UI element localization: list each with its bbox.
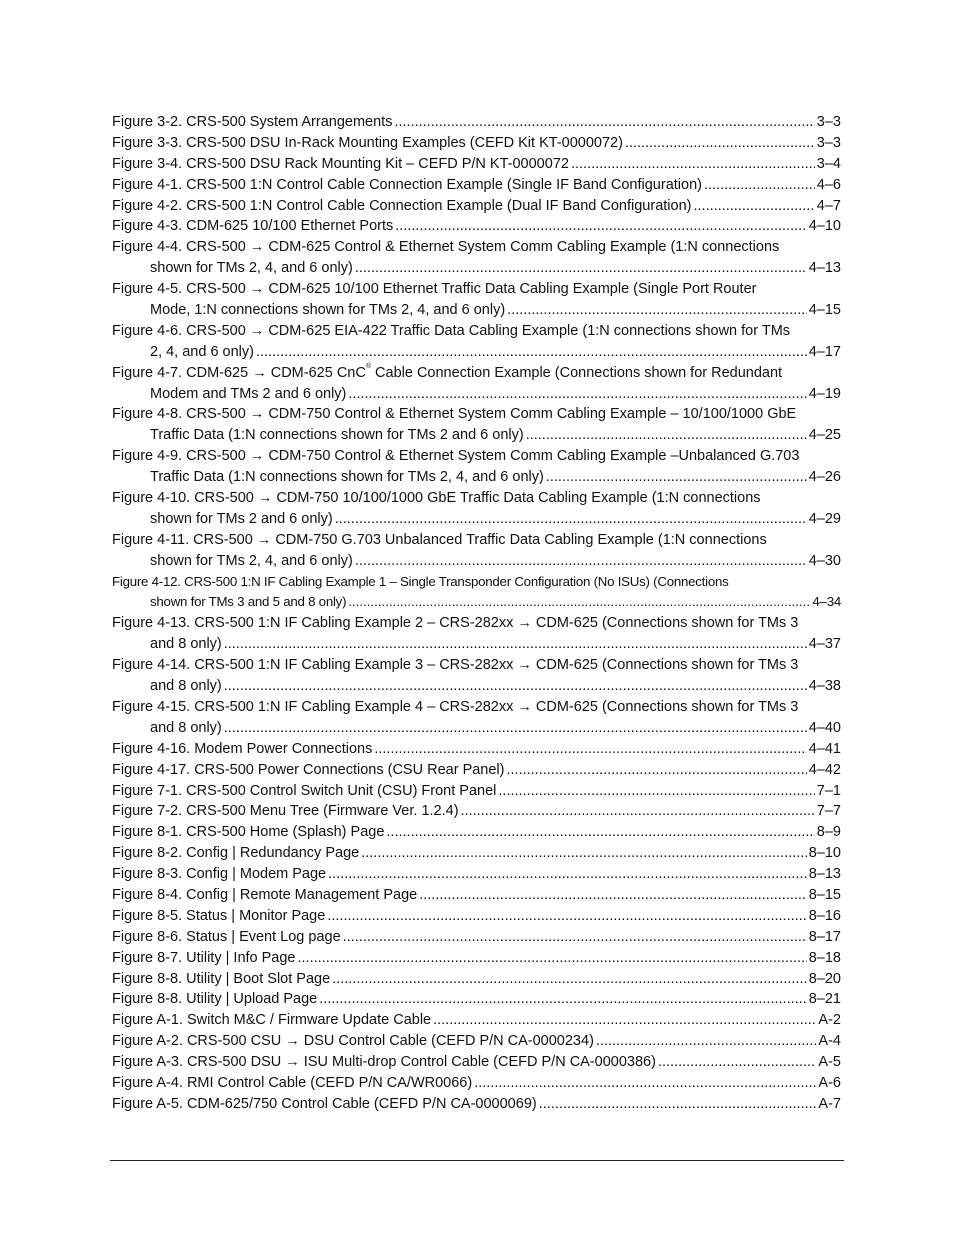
dot-leader [332, 969, 807, 990]
toc-entry-title-text: Figure 4-17. CRS-500 Power Connections (CSU Rear Panel) [112, 761, 505, 778]
toc-entry-title-continued: shown for TMs 2 and 6 only) [150, 510, 333, 527]
toc-entry-line [112, 363, 841, 384]
toc-entry-title-text: Figure 4-11. CRS-500 → CDM-750 G.703 Unbalanced Traffic Data Cabling Example (1:N connections [112, 531, 767, 548]
toc-entry[interactable] [112, 697, 841, 739]
toc-entry[interactable] [112, 906, 841, 927]
toc-entry[interactable] [112, 446, 841, 488]
page-number: 4–26 [808, 469, 841, 486]
page-number: 3–3 [816, 114, 841, 130]
toc-entry-line [112, 300, 841, 321]
toc-entry[interactable] [112, 655, 841, 697]
dot-leader [343, 927, 807, 948]
page-number: 4–15 [808, 302, 841, 319]
toc-entry[interactable] [112, 1094, 841, 1115]
registered-mark: ® [365, 362, 371, 370]
dot-leader [327, 906, 806, 927]
dot-leader [386, 822, 814, 843]
toc-entry-line [112, 509, 841, 530]
toc-entry-title [112, 989, 317, 1010]
toc-entry-line [112, 279, 841, 300]
dot-leader [355, 551, 807, 572]
toc-entry[interactable] [112, 154, 841, 175]
page-number: 7–1 [816, 782, 841, 799]
page-number: 7–7 [816, 803, 841, 820]
dot-leader [539, 1094, 817, 1115]
toc-entry-line [112, 948, 841, 969]
toc-entry[interactable] [112, 885, 841, 906]
toc-entry-title-text: Figure 3-3. CRS-500 DSU In-Rack Mounting Examples (CEFD Kit KT-0000072) [112, 134, 623, 151]
toc-entry-title-text: Figure A-5. CDM-625/750 Control Cable (CEFD P/N CA-0000069) [112, 1095, 537, 1112]
page-number: 4–25 [808, 427, 841, 444]
page-number: 3–4 [816, 155, 841, 172]
toc-entry-title [112, 885, 417, 906]
dot-leader [298, 948, 807, 969]
toc-entry[interactable] [112, 488, 841, 530]
toc-entry-line [112, 175, 841, 196]
toc-entry[interactable] [112, 1010, 841, 1031]
toc-entry[interactable] [112, 927, 841, 948]
toc-entry-line [112, 133, 841, 154]
toc-entry-title-text: Figure 4-5. CRS-500 → CDM-625 10/100 Ethernet Traffic Data Cabling Example (Single Port Router [112, 281, 757, 298]
page-number: 4–37 [808, 636, 841, 653]
toc-entry-title-text: Figure 8-6. Status | Event Log page [112, 928, 341, 945]
dot-leader [328, 864, 807, 885]
toc-entry-line [112, 801, 841, 822]
page-number: A-7 [818, 1095, 841, 1112]
toc-entry-title [112, 321, 790, 342]
footer-rule [110, 1160, 844, 1161]
toc-entry-title-text: Figure 4-6. CRS-500 → CDM-625 EIA-422 Traffic Data Cabling Example (1:N connections shown for TMs [112, 322, 791, 339]
toc-entry-line [112, 1031, 841, 1052]
toc-entry-title [112, 237, 779, 258]
toc-entry-title [112, 530, 767, 551]
toc-entry-line [112, 676, 841, 697]
toc-entry[interactable] [112, 864, 841, 885]
toc-entry-title [112, 112, 392, 133]
toc-entry-title [112, 781, 496, 802]
toc-entry-title-continued: Modem and TMs 2 and 6 only) [150, 385, 347, 402]
toc-entry-title-text: Figure 4-7. CDM-625 → CDM-625 CnC [112, 364, 366, 381]
toc-entry-line [112, 613, 841, 634]
toc-entry-line [112, 592, 841, 613]
dot-leader [419, 885, 807, 906]
toc-entry-title-text: Figure 4-14. CRS-500 1:N IF Cabling Example 3 – CRS-282xx → CDM-625 (Connections shown for TMs 3 [112, 657, 799, 674]
dot-leader [507, 300, 807, 321]
toc-entry-title [112, 760, 504, 781]
toc-entry-title-text: Figure 7-2. CRS-500 Menu Tree (Firmware Ver. 1.2.4) [112, 803, 459, 820]
toc-entry[interactable] [112, 216, 841, 237]
toc-entry-line [112, 718, 841, 739]
dot-leader [474, 1073, 816, 1094]
toc-entry-title [112, 697, 798, 718]
dot-leader [526, 425, 807, 446]
toc-entry-line [112, 906, 841, 927]
page-number: 4–41 [808, 740, 841, 757]
toc-entry[interactable] [112, 404, 841, 446]
toc-entry-line [112, 216, 841, 237]
toc-entry-title [112, 154, 569, 175]
toc-entry-line [112, 488, 841, 509]
toc-entry-title [112, 279, 756, 300]
toc-entry[interactable] [112, 822, 841, 843]
toc-entry-title [112, 175, 702, 196]
toc-entry-title [112, 404, 796, 425]
toc-entry[interactable] [112, 989, 841, 1010]
dot-leader [224, 718, 807, 739]
toc-entry-title [112, 864, 326, 885]
toc-entry-title-text: Figure 4-8. CRS-500 → CDM-750 Control & Ethernet System Comm Cabling Example – 10/100/1000 GbE [112, 406, 797, 423]
toc-entry-title [112, 196, 691, 217]
page-number: 4–10 [808, 218, 841, 235]
dot-leader [658, 1052, 816, 1073]
toc-entry-line [112, 969, 841, 990]
toc-entry-line [112, 1052, 841, 1073]
dot-leader [224, 676, 807, 697]
dot-leader [461, 801, 815, 822]
toc-entry-title [112, 613, 798, 634]
toc-entry[interactable] [112, 739, 841, 760]
toc-entry-title-continued: Traffic Data (1:N connections shown for TMs 2, 4, and 6 only) [150, 469, 544, 486]
toc-entry-title-continued: shown for TMs 2, 4, and 6 only) [150, 260, 353, 277]
toc-entry-title-text: Figure 4-15. CRS-500 1:N IF Cabling Example 4 – CRS-282xx → CDM-625 (Connections shown for TMs 3 [112, 698, 799, 715]
page-number: 3–3 [816, 134, 841, 151]
toc-entry[interactable] [112, 969, 841, 990]
toc-entry[interactable] [112, 237, 841, 279]
toc-entry-line [112, 154, 841, 175]
toc-entry-title-text: Figure 4-13. CRS-500 1:N IF Cabling Example 2 – CRS-282xx → CDM-625 (Connections shown for TMs 3 [112, 615, 799, 632]
dot-leader [335, 509, 807, 530]
toc-entry-title-text: Figure 8-1. CRS-500 Home (Splash) Page [112, 824, 385, 841]
toc-entry-line [112, 781, 841, 802]
toc-entry-line [112, 425, 841, 446]
toc-entry-title-text: Figure 8-4. Config | Remote Management Page [112, 886, 418, 903]
toc-entry-title [112, 446, 799, 467]
page-number: 4–17 [808, 343, 841, 360]
toc-entry-line [112, 321, 841, 342]
toc-entry-title-continued: shown for TMs 2, 4, and 6 only) [150, 552, 353, 569]
toc-entry[interactable] [112, 760, 841, 781]
dot-leader [355, 258, 807, 279]
page-number: 4–19 [808, 385, 841, 402]
toc-entry-title-text: Figure 4-10. CRS-500 → CDM-750 10/100/1000 GbE Traffic Data Cabling Example (1:N connections [112, 490, 761, 507]
toc-entry-line [112, 843, 841, 864]
list-of-figures [112, 112, 841, 1115]
toc-entry-line [112, 112, 841, 133]
toc-entry[interactable] [112, 530, 841, 572]
toc-entry-line [112, 551, 841, 572]
toc-entry-title-text: Figure 4-1. CRS-500 1:N Control Cable Connection Example (Single IF Band Configuration) [112, 176, 702, 193]
toc-entry-title [112, 1010, 431, 1031]
toc-entry-title-continued: 2, 4, and 6 only) [150, 343, 254, 360]
toc-entry[interactable] [112, 843, 841, 864]
toc-entry-title [112, 1052, 656, 1073]
toc-entry-line [112, 1073, 841, 1094]
page-number: 8–10 [808, 845, 841, 862]
page-number: 8–16 [808, 907, 841, 924]
toc-entry-line [112, 196, 841, 217]
toc-entry-title-text: Figure 8-8. Utility | Upload Page [112, 991, 318, 1008]
dot-leader [596, 1031, 817, 1052]
page-number: 4–40 [808, 719, 841, 736]
page-number: 4–42 [808, 761, 841, 778]
page-number: 4–29 [808, 510, 841, 527]
dot-leader [704, 175, 815, 196]
toc-entry-line [112, 655, 841, 676]
dot-leader [361, 843, 807, 864]
dot-leader [395, 216, 806, 237]
page-number: A-2 [818, 1012, 841, 1029]
page-number: 8–13 [808, 866, 841, 883]
toc-entry[interactable] [112, 175, 841, 196]
toc-entry-title-text: Figure A-3. CRS-500 DSU → ISU Multi-drop Control Cable (CEFD P/N CA-0000386) [112, 1054, 656, 1071]
toc-entry-title-text: Figure 7-1. CRS-500 Control Switch Unit (CSU) Front Panel [112, 782, 497, 799]
toc-entry-line [112, 404, 841, 425]
toc-entry-line [112, 1010, 841, 1031]
toc-entry-title-continued: and 8 only) [150, 636, 222, 653]
dot-leader [374, 739, 806, 760]
toc-entry-title-text: Figure 4-12. CRS-500 1:N IF Cabling Example 1 – Single Transponder Configuration (No ISUs) (Connections [112, 573, 729, 589]
toc-entry[interactable] [112, 801, 841, 822]
page-number: 4–34 [812, 594, 841, 610]
toc-entry-line [112, 572, 841, 593]
toc-entry-line [112, 384, 841, 405]
toc-entry-title-text: Figure 3-4. CRS-500 DSU Rack Mounting Kit – CEFD P/N KT-0000072 [112, 155, 569, 172]
toc-entry-title-text: Figure 4-3. CDM-625 10/100 Ethernet Ports [112, 218, 394, 235]
toc-entry-title [112, 843, 359, 864]
toc-entry-title [112, 1073, 472, 1094]
dot-leader [546, 467, 807, 488]
dot-leader [506, 760, 806, 781]
page-number: 8–21 [808, 991, 841, 1008]
toc-entry-title-text: Figure 4-4. CRS-500 → CDM-625 Control & Ethernet System Comm Cabling Example (1:N connections [112, 239, 780, 256]
toc-entry-line [112, 258, 841, 279]
toc-entry-line [112, 697, 841, 718]
toc-entry-title [112, 572, 729, 593]
toc-entry[interactable] [112, 321, 841, 363]
toc-entry-title-text: Cable Connection Example (Connections shown for Redundant [371, 364, 783, 381]
dot-leader [348, 592, 810, 613]
page-number: 8–17 [808, 928, 841, 945]
toc-entry-title-text: Figure A-2. CRS-500 CSU → DSU Control Cable (CEFD P/N CA-0000234) [112, 1033, 594, 1050]
toc-entry-title-continued: and 8 only) [150, 719, 222, 736]
toc-entry-title-continued: shown for TMs 3 and 5 and 8 only) [150, 594, 347, 610]
toc-entry-title-continued: and 8 only) [150, 678, 222, 695]
toc-entry-line [112, 864, 841, 885]
dot-leader [319, 989, 806, 1010]
toc-entry-line [112, 927, 841, 948]
toc-entry[interactable] [112, 363, 841, 405]
toc-entry-title-text: Figure 4-2. CRS-500 1:N Control Cable Connection Example (Dual IF Band Configuration) [112, 197, 692, 214]
dot-leader [224, 634, 807, 655]
dot-leader [498, 781, 814, 802]
toc-entry-line [112, 634, 841, 655]
toc-entry-title-text: Figure 4-16. Modem Power Connections [112, 740, 373, 757]
page-number: 8–15 [808, 886, 841, 903]
toc-entry-title [112, 488, 761, 509]
toc-entry[interactable] [112, 948, 841, 969]
page-number: A-6 [818, 1074, 841, 1091]
page-number: 4–38 [808, 678, 841, 695]
toc-entry-title [112, 948, 296, 969]
toc-entry-line [112, 739, 841, 760]
toc-entry-title [112, 363, 782, 384]
toc-entry-title-text: Figure 4-9. CRS-500 → CDM-750 Control & Ethernet System Comm Cabling Example –Unbalanced G.703 [112, 448, 800, 465]
toc-entry-title [112, 1094, 537, 1115]
dot-leader [394, 112, 814, 133]
toc-entry[interactable] [112, 196, 841, 217]
page-number: 4–30 [808, 552, 841, 569]
toc-entry-title [112, 822, 384, 843]
toc-entry[interactable] [112, 1073, 841, 1094]
toc-entry-title [112, 216, 393, 237]
toc-entry-title [112, 906, 325, 927]
toc-entry-line [112, 760, 841, 781]
page-number: 8–18 [808, 949, 841, 966]
dot-leader [625, 133, 815, 154]
toc-entry[interactable] [112, 572, 841, 614]
toc-entry[interactable] [112, 1052, 841, 1073]
toc-entry-line [112, 467, 841, 488]
dot-leader [433, 1010, 816, 1031]
toc-entry-line [112, 237, 841, 258]
toc-entry-title [112, 927, 341, 948]
toc-entry-title-text: Figure 8-7. Utility | Info Page [112, 949, 296, 966]
toc-entry[interactable] [112, 613, 841, 655]
toc-entry-title-text: Figure 3-2. CRS-500 System Arrangements [112, 114, 393, 130]
page-number: A-5 [818, 1054, 841, 1071]
toc-entry[interactable] [112, 1031, 841, 1052]
toc-entry-line [112, 1094, 841, 1115]
toc-entry-title-text: Figure 8-2. Config | Redundancy Page [112, 845, 360, 862]
toc-entry-title-text: Figure A-1. Switch M&C / Firmware Update Cable [112, 1012, 432, 1029]
toc-entry-title-text: Figure 8-5. Status | Monitor Page [112, 907, 326, 924]
dot-leader [571, 154, 815, 175]
toc-entry-line [112, 822, 841, 843]
toc-entry[interactable] [112, 279, 841, 321]
toc-entry[interactable] [112, 133, 841, 154]
page-number: A-4 [818, 1033, 841, 1050]
toc-entry-title-text: Figure 8-8. Utility | Boot Slot Page [112, 970, 331, 987]
dot-leader [348, 384, 806, 405]
toc-entry-title [112, 801, 459, 822]
toc-entry[interactable] [112, 112, 841, 133]
page-number: 8–20 [808, 970, 841, 987]
toc-entry-line [112, 446, 841, 467]
toc-entry-title [112, 969, 330, 990]
toc-entry[interactable] [112, 781, 841, 802]
page-number: 4–13 [808, 260, 841, 277]
page-number: 4–7 [816, 197, 841, 214]
toc-entry-title [112, 133, 623, 154]
toc-entry-title-continued: Traffic Data (1:N connections shown for TMs 2 and 6 only) [150, 427, 524, 444]
page-number: 8–9 [816, 824, 841, 841]
toc-entry-line [112, 530, 841, 551]
toc-entry-line [112, 885, 841, 906]
toc-entry-title [112, 739, 372, 760]
toc-entry-title [112, 1031, 594, 1052]
toc-entry-title-text: Figure A-4. RMI Control Cable (CEFD P/N CA/WR0066) [112, 1074, 473, 1091]
toc-entry-line [112, 342, 841, 363]
toc-entry-line [112, 989, 841, 1010]
toc-entry-title-continued: Mode, 1:N connections shown for TMs 2, 4, and 6 only) [150, 302, 506, 319]
dot-leader [693, 196, 814, 217]
page-number: 4–6 [816, 176, 841, 193]
toc-entry-title-text: Figure 8-3. Config | Modem Page [112, 866, 327, 883]
toc-entry-title [112, 655, 798, 676]
dot-leader [256, 342, 807, 363]
